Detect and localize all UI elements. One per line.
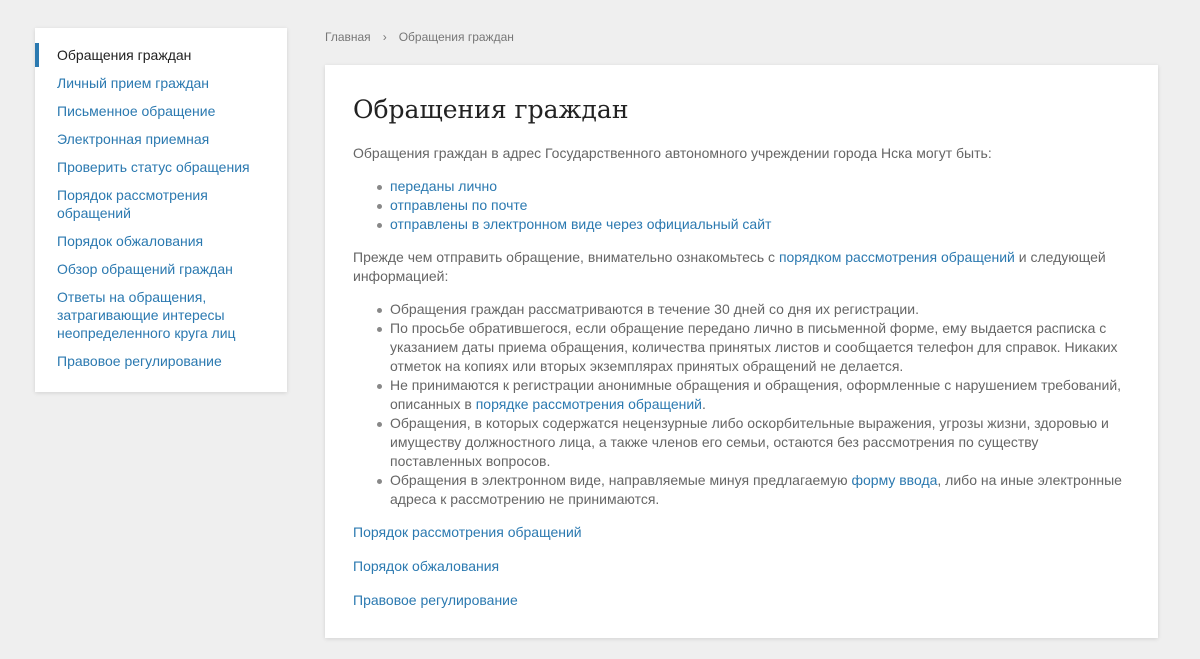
related-links <box>353 523 1130 609</box>
list-item: Не принимаются к регистрации анонимные обращения и обращения, оформленные с нарушением требований, описанных в порядке рассмотрения обращений. <box>375 376 1130 414</box>
sidebar-item-appeals-review[interactable]: Обзор обращений граждан <box>57 261 233 277</box>
sidebar-item-electronic-reception[interactable]: Электронная приемная <box>57 131 210 147</box>
way-link-personal[interactable]: переданы лично <box>390 178 498 194</box>
link-review-procedure[interactable]: Порядок рассмотрения обращений <box>353 524 582 540</box>
breadcrumb-current: Обращения граждан <box>398 30 514 44</box>
sidebar-item-written-appeal[interactable]: Письменное обращение <box>57 103 216 119</box>
breadcrumb <box>325 30 514 44</box>
sidebar-nav <box>35 28 287 392</box>
link-appeal-procedure[interactable]: Порядок обжалования <box>353 558 500 574</box>
review-procedure-link[interactable]: порядком рассмотрения обращений <box>778 249 1015 265</box>
sidebar-item-answers[interactable]: Ответы на обращения, затрагивающие интересы неопределенного круга лиц <box>57 289 236 341</box>
sidebar-item-personal-reception[interactable]: Личный прием граждан <box>57 75 210 91</box>
page-title: Обращения граждан <box>353 95 629 124</box>
sidebar-item-check-status[interactable]: Проверить статус обращения <box>57 159 250 175</box>
review-procedure-inline-link[interactable]: порядке рассмотрения обращений <box>475 396 703 412</box>
rules-list <box>375 300 1130 509</box>
sidebar-item-appeal-procedure[interactable]: Порядок обжалования <box>57 233 204 249</box>
list-item <box>375 215 1130 234</box>
breadcrumb-home[interactable]: Главная <box>325 30 371 44</box>
sidebar-item-legal-regulation[interactable]: Правовое регулирование <box>57 353 222 369</box>
breadcrumb-separator: › <box>382 30 387 44</box>
sidebar-item-appeals[interactable]: Обращения граждан <box>35 46 287 64</box>
content-card <box>325 65 1158 638</box>
list-item <box>375 177 1130 196</box>
sidebar-item-review-procedure[interactable]: Порядок рассмотрения обращений <box>57 187 208 221</box>
before-text: Прежде чем отправить обращение, внимательно ознакомьтесь с порядком рассмотрения обращений и следующей информацией: <box>353 249 1106 284</box>
list-item: Обращения в электронном виде, направляемые минуя предлагаемую форму ввода, либо на иные электронные адреса к рассмотрению не принимаются. <box>375 471 1130 509</box>
list-item: Обращения граждан рассматриваются в течение 30 дней со дня их регистрации. <box>375 300 1130 319</box>
list-item: Обращения, в которых содержатся нецензурные либо оскорбительные выражения, угрозы жизни, здоровью и имуществу должностного лица, а также членов его семьи, остаются без рассмотрения по существу поставленных вопросов. <box>375 414 1130 471</box>
link-legal-regulation[interactable]: Правовое регулирование <box>353 592 518 608</box>
intro-text: Обращения граждан в адрес Государственного автономного учреждении города Нска могут быть: <box>353 145 992 161</box>
list-item: По просьбе обратившегося, если обращение передано лично в письменной форме, ему выдается расписка с указанием даты приема обращения, количества принятых листов и сообщается телефон для справок. Никаких отметок на копиях или вторых экземплярах принятых обращений не делается. <box>375 319 1130 376</box>
way-link-mail[interactable]: отправлены по почте <box>390 197 528 213</box>
input-form-link[interactable]: форму ввода <box>851 472 938 488</box>
list-item <box>375 196 1130 215</box>
ways-list <box>375 177 1130 234</box>
way-link-online[interactable]: отправлены в электронном виде через официальный сайт <box>390 216 772 232</box>
